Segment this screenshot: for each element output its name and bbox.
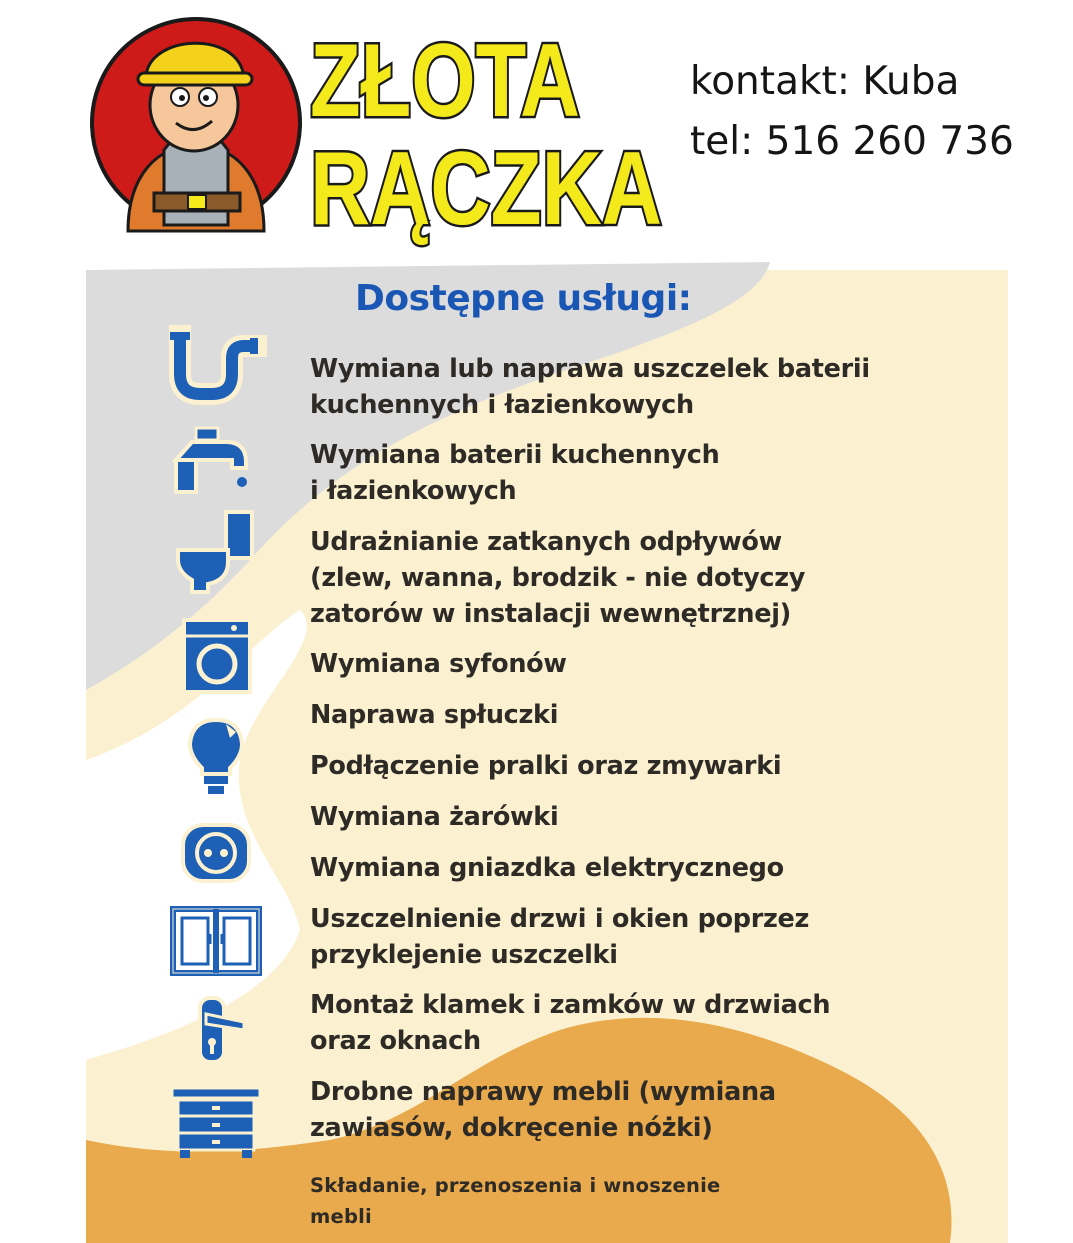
- service-line: Podłączenie pralki oraz zmywarki: [310, 751, 782, 781]
- service-line: Udrażnianie zatkanych odpływów: [310, 527, 782, 557]
- service-line: Wymiana żarówki: [310, 802, 559, 832]
- service-line: mebli: [310, 1205, 372, 1228]
- service-line: Naprawa spłuczki: [310, 700, 559, 730]
- brand-line-1: ZŁOTA: [310, 23, 580, 139]
- service-line: Wymiana syfonów: [310, 649, 567, 679]
- service-item: [310, 697, 950, 733]
- service-line: Wymiana lub naprawa uszczelek baterii: [310, 354, 870, 384]
- service-item: [310, 748, 950, 784]
- brand-wordmark: [306, 18, 676, 247]
- contact-info: [690, 52, 1014, 172]
- pipe-icon: [160, 322, 264, 408]
- socket-icon: [180, 822, 252, 884]
- door-handle-icon: [192, 994, 250, 1066]
- service-line: przyklejenie uszczelki: [310, 940, 618, 970]
- service-line: oraz oknach: [310, 1026, 481, 1056]
- service-line: Wymiana baterii kuchennych: [310, 440, 720, 470]
- service-item: [310, 987, 950, 1059]
- brand-line-2: RĄCZKA: [310, 131, 662, 247]
- service-line: (zlew, wanna, brodzik - nie dotyczy: [310, 563, 806, 593]
- faucet-icon: [162, 420, 260, 498]
- service-line: i łazienkowych: [310, 476, 517, 506]
- service-item: [310, 1074, 950, 1146]
- service-item: [310, 901, 950, 973]
- service-line: zatorów w instalacji wewnętrznej): [310, 599, 792, 629]
- service-item: [310, 437, 950, 509]
- service-line: kuchennych i łazienkowych: [310, 390, 694, 420]
- service-item: [310, 1170, 950, 1232]
- service-line: Składanie, przenoszenia i wnoszenie: [310, 1174, 721, 1197]
- service-item: [310, 351, 950, 423]
- contact-name: kontakt: Kuba: [690, 59, 960, 104]
- service-line: Drobne naprawy mebli (wymiana: [310, 1077, 776, 1107]
- toilet-icon: [172, 506, 260, 592]
- service-line: zawiasów, dokręcenie nóżki): [310, 1113, 713, 1143]
- service-item: [310, 524, 950, 632]
- service-item: [310, 799, 950, 835]
- window-icon: [170, 906, 262, 976]
- washing-machine-icon: [182, 618, 252, 694]
- light-bulb-icon: [186, 716, 246, 796]
- service-item: [310, 646, 950, 682]
- services-title: Dostępne usługi:: [355, 278, 692, 319]
- service-line: Wymiana gniazdka elektrycznego: [310, 853, 784, 883]
- service-line: Montaż klamek i zamków w drzwiach: [310, 990, 831, 1020]
- service-line: Uszczelnienie drzwi i okien poprzez: [310, 904, 810, 934]
- handyman-badge: [88, 15, 304, 231]
- dresser-icon: [170, 1086, 262, 1160]
- contact-phone[interactable]: tel: 516 260 736: [690, 119, 1014, 164]
- service-item: [310, 850, 950, 886]
